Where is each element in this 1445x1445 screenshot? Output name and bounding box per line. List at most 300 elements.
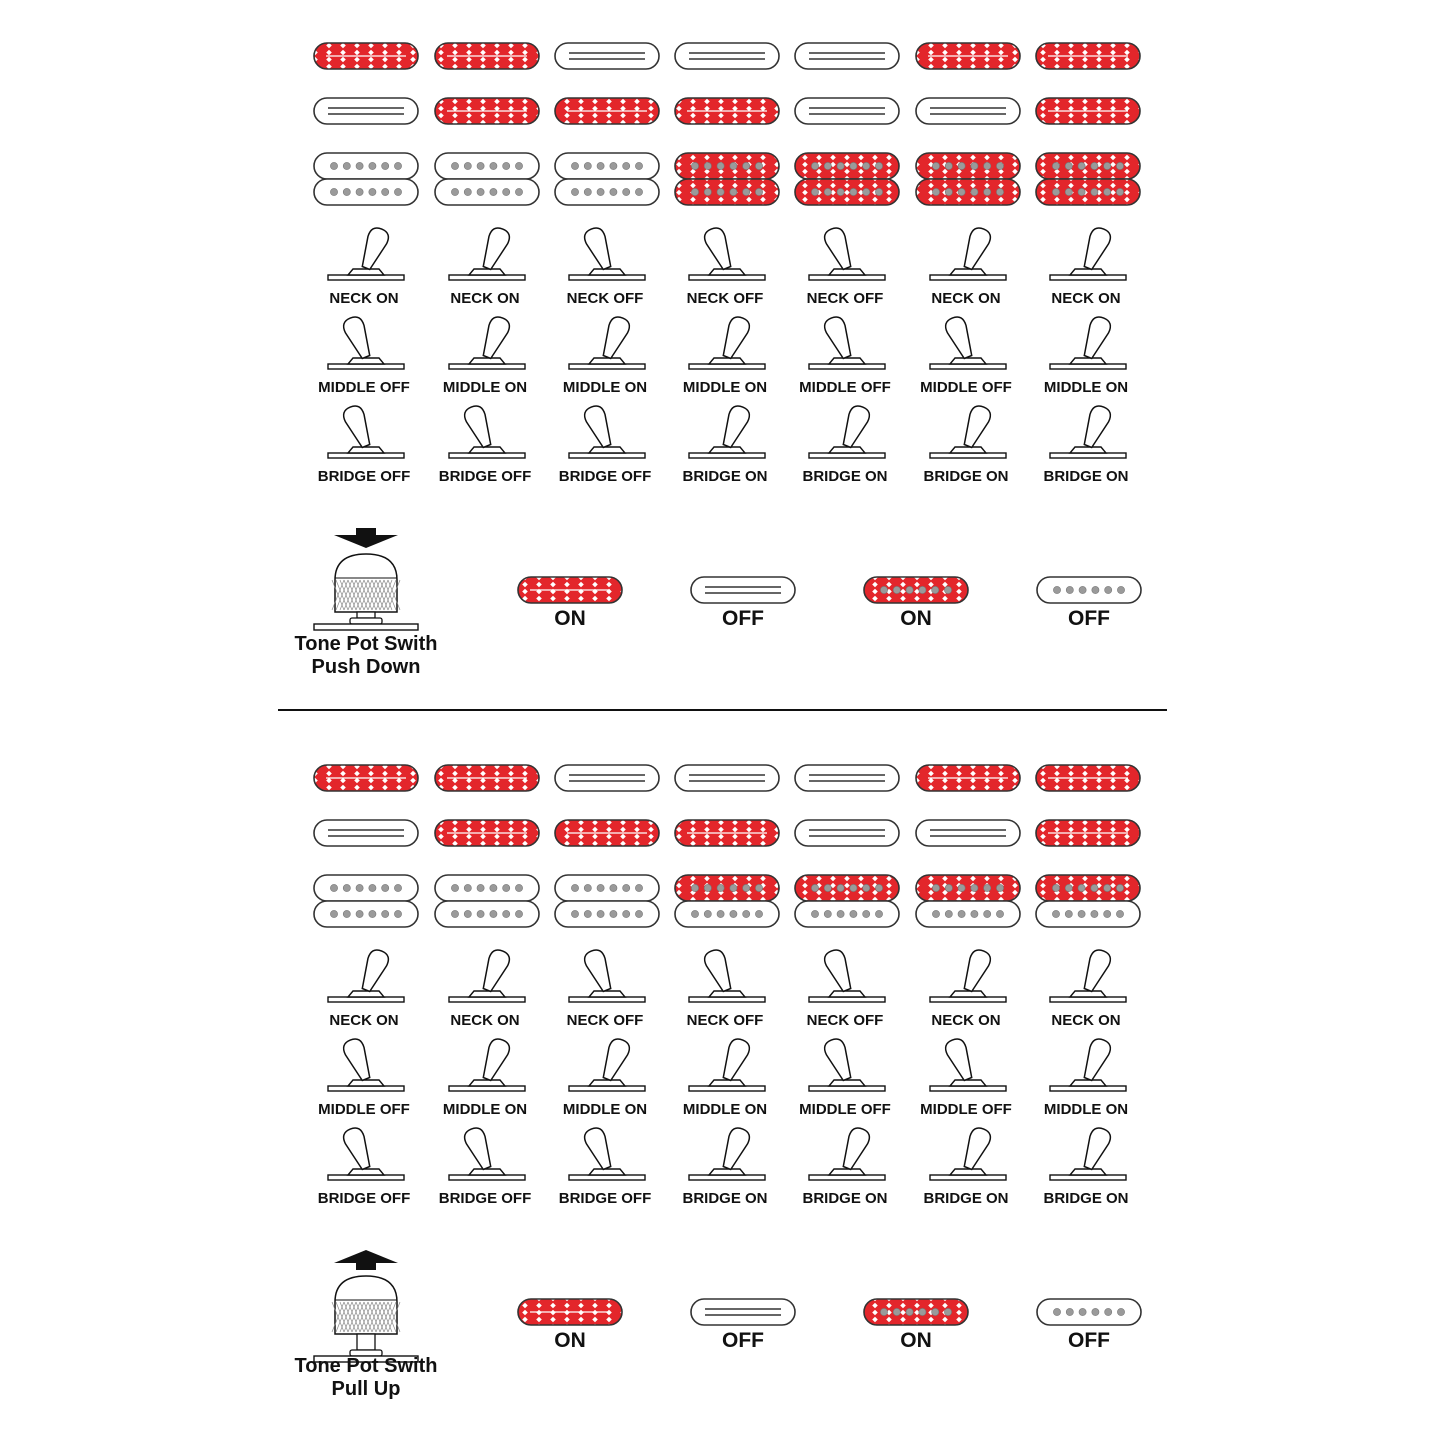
lever-handle: [357, 225, 391, 271]
neck-switch-label: NECK OFF: [686, 1012, 764, 1029]
switch-plate: [569, 453, 645, 458]
switch-plate: [809, 1175, 885, 1180]
pole-piece: [330, 162, 337, 169]
coil-body: [1036, 901, 1140, 927]
pole-piece: [1052, 188, 1059, 195]
pot-label-line2: Push Down: [311, 656, 421, 678]
switch-plate: [328, 453, 404, 458]
bridge-pickup-top-coil: [555, 875, 659, 901]
pot-label-line2: Pull Up: [331, 1378, 401, 1400]
pole-piece: [996, 162, 1003, 169]
legend-rail-on: [518, 1299, 622, 1325]
coil-body: [435, 179, 539, 205]
middle-switch-label: MIDDLE ON: [682, 1101, 768, 1118]
pole-piece: [1104, 884, 1111, 891]
pole-piece: [1065, 162, 1072, 169]
pole-piece: [1117, 1308, 1124, 1315]
switch-nut: [709, 1080, 745, 1086]
switch-nut: [348, 358, 384, 364]
pole-piece: [382, 884, 389, 891]
bridge-switch-icon: [449, 1125, 525, 1180]
middle-pickup: [555, 98, 659, 124]
pole-piece: [717, 910, 724, 917]
neck-switch-icon: [930, 225, 1006, 280]
neck-pickup: [555, 43, 659, 69]
lever-handle: [582, 947, 616, 993]
legend-label: ON: [554, 1329, 586, 1352]
lever-handle: [582, 225, 616, 271]
switch-lever: [462, 403, 496, 449]
lever-handle: [838, 403, 872, 449]
bridge-switch-label: BRIDGE OFF: [438, 468, 532, 485]
switch-nut: [589, 447, 625, 453]
coil-body: [314, 179, 418, 205]
lever-handle: [959, 225, 993, 271]
pole-piece: [837, 188, 844, 195]
pole-piece: [1091, 162, 1098, 169]
pole-piece: [490, 884, 497, 891]
pole-piece: [503, 884, 510, 891]
pole-piece: [945, 188, 952, 195]
neck-switch-label: NECK OFF: [566, 290, 644, 307]
coil-body: [864, 1299, 968, 1325]
switch-plate: [930, 275, 1006, 280]
pole-piece: [850, 910, 857, 917]
lever-handle: [943, 1036, 977, 1082]
legend-coil-on: [864, 577, 968, 603]
pole-piece: [944, 1308, 951, 1315]
lever-handle: [702, 947, 736, 993]
switch-plate: [930, 1175, 1006, 1180]
pickup-body: [675, 43, 779, 69]
switch-lever: [718, 1036, 752, 1082]
pole-piece: [932, 586, 939, 593]
switch-nut: [1070, 1169, 1106, 1175]
bridge-switch-label: BRIDGE ON: [682, 468, 768, 485]
pot-nut: [350, 618, 382, 624]
pole-piece: [811, 188, 818, 195]
switch-lever: [582, 1125, 616, 1171]
switch-lever: [1079, 403, 1113, 449]
switch-plate: [449, 1086, 525, 1091]
pole-piece: [515, 188, 522, 195]
pole-piece: [584, 910, 591, 917]
pole-piece: [623, 162, 630, 169]
pole-piece: [451, 910, 458, 917]
middle-pickup: [675, 820, 779, 846]
lever-handle: [718, 314, 752, 360]
bridge-switch-label: BRIDGE ON: [923, 1190, 1009, 1207]
legend: [518, 1299, 1141, 1352]
bridge-switch-icon: [930, 1125, 1006, 1180]
middle-switch-icon: [930, 314, 1006, 369]
column-2: [435, 43, 539, 485]
pole-piece: [369, 162, 376, 169]
pole-piece: [584, 162, 591, 169]
bridge-switch-icon: [328, 1125, 404, 1180]
pickup-body: [691, 1299, 795, 1325]
middle-pickup: [435, 98, 539, 124]
pole-piece: [490, 162, 497, 169]
pot-shaft: [357, 1334, 375, 1350]
switch-nut: [348, 447, 384, 453]
switch-lever: [341, 1036, 375, 1082]
neck-switch-icon: [930, 947, 1006, 1002]
pole-piece: [503, 162, 510, 169]
bridge-pickup-bottom-coil: [314, 179, 418, 205]
bridge-switch-icon: [569, 403, 645, 458]
lever-handle: [357, 947, 391, 993]
switch-plate: [449, 453, 525, 458]
coil-body: [435, 153, 539, 179]
pot-label-line1: Tone Pot Swith: [294, 1355, 438, 1377]
lever-handle: [341, 1036, 375, 1082]
lever-handle: [702, 225, 736, 271]
pole-piece: [743, 162, 750, 169]
pickup-body: [795, 820, 899, 846]
bridge-switch-label: BRIDGE ON: [923, 468, 1009, 485]
coil-body: [1036, 153, 1140, 179]
pole-piece: [635, 884, 642, 891]
pole-piece: [571, 188, 578, 195]
pole-piece: [743, 884, 750, 891]
pole-piece: [704, 910, 711, 917]
middle-pickup: [916, 820, 1020, 846]
pole-piece: [1052, 910, 1059, 917]
switch-lever: [582, 225, 616, 271]
coil-body: [1037, 577, 1141, 603]
pickup-body: [691, 577, 795, 603]
pole-piece: [464, 884, 471, 891]
pole-piece: [880, 1308, 887, 1315]
bridge-switch-icon: [328, 403, 404, 458]
pole-piece: [1053, 586, 1060, 593]
pole-piece: [875, 884, 882, 891]
column-5: [795, 43, 899, 485]
switch-plate: [689, 275, 765, 280]
switch-lever: [598, 1036, 632, 1082]
switch-nut: [950, 269, 986, 275]
switch-lever: [1079, 225, 1113, 271]
coil-body: [916, 901, 1020, 927]
pole-piece: [1052, 162, 1059, 169]
bridge-switch-icon: [930, 403, 1006, 458]
switch-lever: [1079, 314, 1113, 360]
neck-switch-label: NECK ON: [450, 1012, 520, 1029]
pole-piece: [971, 884, 978, 891]
switch-plate: [449, 1175, 525, 1180]
bridge-pickup-top-coil: [314, 875, 418, 901]
bridge-pickup-top-coil: [916, 153, 1020, 179]
switch-plate: [1050, 364, 1126, 369]
switch-nut: [1070, 358, 1106, 364]
switch-lever: [1079, 1125, 1113, 1171]
pole-piece: [1053, 1308, 1060, 1315]
coil-body: [314, 875, 418, 901]
pot-plate: [314, 624, 418, 630]
bridge-switch-label: BRIDGE ON: [802, 468, 888, 485]
neck-switch-icon: [449, 947, 525, 1002]
lever-handle: [822, 1036, 856, 1082]
lever-handle: [478, 1036, 512, 1082]
pole-piece: [863, 910, 870, 917]
pole-piece: [451, 162, 458, 169]
legend-label: OFF: [1068, 607, 1110, 630]
pole-piece: [571, 162, 578, 169]
pole-piece: [755, 884, 762, 891]
lever-handle: [718, 1125, 752, 1171]
pole-piece: [394, 910, 401, 917]
middle-switch-label: MIDDLE ON: [1043, 1101, 1129, 1118]
lever-handle: [462, 403, 496, 449]
bridge-pickup-bottom-coil: [555, 179, 659, 205]
column-7: [1036, 43, 1140, 485]
neck-pickup: [675, 765, 779, 791]
bridge-switch-icon: [689, 403, 765, 458]
pole-piece: [1066, 1308, 1073, 1315]
switch-plate: [449, 997, 525, 1002]
pole-piece: [623, 188, 630, 195]
pole-piece: [464, 910, 471, 917]
pole-piece: [945, 910, 952, 917]
pole-piece: [850, 884, 857, 891]
legend-label: OFF: [722, 607, 764, 630]
bridge-pickup-top-coil: [795, 153, 899, 179]
lever-handle: [478, 947, 512, 993]
switch-lever: [822, 1036, 856, 1082]
pole-piece: [1066, 586, 1073, 593]
switch-nut: [950, 1169, 986, 1175]
lever-handle: [462, 1125, 496, 1171]
pole-piece: [369, 884, 376, 891]
middle-switch-label: MIDDLE ON: [682, 379, 768, 396]
pole-piece: [1116, 162, 1123, 169]
switch-nut: [348, 269, 384, 275]
lever-handle: [598, 1036, 632, 1082]
bridge-pickup-top-coil: [1036, 875, 1140, 901]
coil-body: [675, 179, 779, 205]
column-1: [314, 765, 418, 1207]
coil-body: [916, 875, 1020, 901]
pole-piece: [1065, 884, 1072, 891]
switch-nut: [950, 358, 986, 364]
switch-lever: [702, 225, 736, 271]
pole-piece: [1079, 1308, 1086, 1315]
neck-pickup: [555, 765, 659, 791]
pole-piece: [984, 188, 991, 195]
neck-switch-icon: [449, 225, 525, 280]
switch-nut: [950, 991, 986, 997]
switch-nut: [589, 358, 625, 364]
bridge-pickup-bottom-coil: [795, 901, 899, 927]
pole-piece: [691, 910, 698, 917]
arrow-up-icon: [356, 1262, 376, 1270]
switch-plate: [1050, 453, 1126, 458]
pole-piece: [1065, 910, 1072, 917]
legend-label: ON: [554, 607, 586, 630]
pole-piece: [503, 910, 510, 917]
pole-piece: [394, 162, 401, 169]
legend-label: ON: [900, 607, 932, 630]
bridge-pickup-top-coil: [795, 875, 899, 901]
pole-piece: [1104, 910, 1111, 917]
switch-lever: [341, 1125, 375, 1171]
pole-piece: [356, 910, 363, 917]
pole-piece: [1105, 1308, 1112, 1315]
switch-nut: [348, 1080, 384, 1086]
bridge-pickup-bottom-coil: [435, 901, 539, 927]
switch-plate: [689, 453, 765, 458]
switch-nut: [1070, 991, 1106, 997]
pole-piece: [919, 1308, 926, 1315]
pole-piece: [610, 162, 617, 169]
switch-lever: [822, 314, 856, 360]
tone-pot-switch-icon: [314, 528, 418, 630]
pole-piece: [343, 884, 350, 891]
middle-pickup: [1036, 820, 1140, 846]
neck-switch-label: NECK ON: [931, 1012, 1001, 1029]
neck-pickup: [675, 43, 779, 69]
neck-switch-icon: [569, 225, 645, 280]
bridge-pickup-top-coil: [555, 153, 659, 179]
switch-lever: [959, 225, 993, 271]
switch-nut: [829, 1169, 865, 1175]
pickup-body: [675, 765, 779, 791]
pole-piece: [906, 586, 913, 593]
pole-piece: [837, 884, 844, 891]
pole-piece: [811, 910, 818, 917]
pole-piece: [571, 910, 578, 917]
switch-lever: [357, 225, 391, 271]
middle-switch-icon: [328, 1036, 404, 1091]
bridge-pickup-bottom-coil: [795, 179, 899, 205]
pole-piece: [984, 910, 991, 917]
pole-piece: [369, 188, 376, 195]
switch-lever: [582, 403, 616, 449]
arrow-down-icon: [334, 535, 398, 548]
switch-plate: [569, 364, 645, 369]
bridge-pickup-top-coil: [675, 153, 779, 179]
pole-piece: [824, 884, 831, 891]
neck-switch-icon: [1050, 947, 1126, 1002]
switch-lever: [478, 314, 512, 360]
pole-piece: [356, 188, 363, 195]
pole-piece: [477, 884, 484, 891]
switch-plate: [809, 275, 885, 280]
pole-piece: [343, 910, 350, 917]
bridge-switch-icon: [1050, 403, 1126, 458]
pole-piece: [503, 188, 510, 195]
bridge-pickup-bottom-coil: [675, 901, 779, 927]
pole-piece: [597, 162, 604, 169]
bridge-pickup-top-coil: [1036, 153, 1140, 179]
pole-piece: [610, 884, 617, 891]
lever-handle: [822, 225, 856, 271]
column-6: [916, 765, 1020, 1207]
neck-switch-label: NECK OFF: [806, 1012, 884, 1029]
lever-handle: [1079, 1125, 1113, 1171]
pole-piece: [755, 162, 762, 169]
lever-handle: [582, 403, 616, 449]
column-2: [435, 765, 539, 1207]
switch-lever: [462, 1125, 496, 1171]
switch-nut: [709, 1169, 745, 1175]
neck-switch-label: NECK OFF: [806, 290, 884, 307]
pole-piece: [610, 910, 617, 917]
pole-piece: [824, 910, 831, 917]
lever-handle: [341, 314, 375, 360]
switch-nut: [829, 447, 865, 453]
pole-piece: [610, 188, 617, 195]
pole-piece: [1091, 910, 1098, 917]
switch-lever: [478, 1036, 512, 1082]
pickup-body: [916, 98, 1020, 124]
bridge-switch-label: BRIDGE OFF: [558, 468, 652, 485]
bridge-pickup-top-coil: [314, 153, 418, 179]
neck-switch-icon: [328, 225, 404, 280]
lever-handle: [1079, 947, 1113, 993]
pole-piece: [691, 162, 698, 169]
pole-piece: [490, 910, 497, 917]
pole-piece: [971, 188, 978, 195]
column-1: [314, 43, 418, 485]
pole-piece: [477, 188, 484, 195]
switch-plate: [328, 997, 404, 1002]
switch-lever: [357, 947, 391, 993]
neck-switch-label: NECK ON: [450, 290, 520, 307]
pole-piece: [958, 910, 965, 917]
switch-plate: [1050, 1086, 1126, 1091]
switch-plate: [689, 1086, 765, 1091]
middle-switch-icon: [569, 1036, 645, 1091]
neck-switch-label: NECK OFF: [566, 1012, 644, 1029]
middle-switch-icon: [449, 1036, 525, 1091]
switch-plate: [569, 1086, 645, 1091]
switch-lever: [718, 1125, 752, 1171]
bridge-pickup-bottom-coil: [435, 179, 539, 205]
pole-piece: [717, 884, 724, 891]
legend-rail-on: [518, 577, 622, 603]
bridge-switch-icon: [449, 403, 525, 458]
legend-rail-off: [691, 1299, 795, 1325]
pot-shaft: [357, 612, 375, 618]
pole-piece: [863, 162, 870, 169]
coil-body: [1037, 1299, 1141, 1325]
bridge-pickup-top-coil: [675, 875, 779, 901]
pole-piece: [477, 162, 484, 169]
pole-piece: [944, 586, 951, 593]
pole-piece: [875, 162, 882, 169]
bridge-pickup-top-coil: [435, 153, 539, 179]
pole-piece: [971, 162, 978, 169]
legend-coil-on: [864, 1299, 968, 1325]
coil-body: [795, 875, 899, 901]
pole-piece: [330, 910, 337, 917]
bridge-pickup-bottom-coil: [314, 901, 418, 927]
bridge-switch-icon: [809, 1125, 885, 1180]
bridge-pickup-bottom-coil: [1036, 179, 1140, 205]
switch-lever: [598, 314, 632, 360]
lever-handle: [341, 1125, 375, 1171]
bridge-switch-label: BRIDGE OFF: [317, 468, 411, 485]
pickup-body: [555, 765, 659, 791]
switch-lever: [959, 403, 993, 449]
coil-body: [314, 901, 418, 927]
middle-switch-label: MIDDLE ON: [442, 379, 528, 396]
switch-nut: [589, 1080, 625, 1086]
switch-plate: [809, 364, 885, 369]
switch-lever: [718, 314, 752, 360]
